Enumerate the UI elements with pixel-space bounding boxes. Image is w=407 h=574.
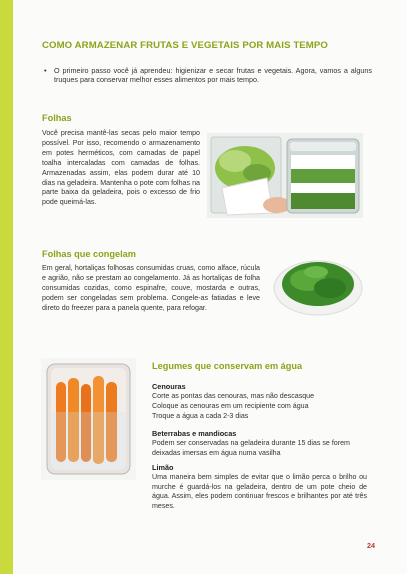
section-body-folhas: Você precisa mantê-las secas pelo maior tempo possível. Por isso, recomendo o armazenamento em potes herméticos, com camadas de papel toalha intercaladas com camadas de folhas. Armazenadas assim, elas podem durar até 10 dias na geladeira. Mantenha o pote com folhas na parte baixa da geladeira, pois o excesso de frio pode queimá-las. xyxy=(42,129,200,207)
item-title-beterrabas: Beterrabas e mandiocas xyxy=(152,429,237,438)
photo-lettuce-paper-towel xyxy=(207,133,363,218)
item-line: Podem ser conservadas na geladeira durante 15 dias se forem deixadas imersas em água numa vasilha xyxy=(152,439,350,457)
page-title: COMO ARMAZENAR FRUTAS E VEGETAIS POR MAIS TEMPO xyxy=(42,40,328,51)
bullet-icon: • xyxy=(44,66,47,75)
item-line: Troque a água a cada 2-3 dias xyxy=(152,412,249,420)
photo-carrots-in-water xyxy=(41,358,136,480)
section-heading-agua: Legumes que conservam em água xyxy=(152,361,303,371)
item-title-limao: Limão xyxy=(152,463,174,472)
page-number: 24 xyxy=(367,541,375,550)
photo-arugula-plate xyxy=(270,250,366,318)
intro-paragraph: O primeiro passo você já aprendeu: higienizar e secar frutas e vegetais. Agora, vamos a alguns truques para conservar melhor esses alimentos por mais tempo. xyxy=(54,66,372,84)
left-accent-bar xyxy=(0,0,13,574)
item-line: Corte as pontas das cenouras, mas não descasque xyxy=(152,392,315,400)
section-heading-congelam: Folhas que congelam xyxy=(42,249,136,259)
item-line: Uma maneira bem simples de evitar que o limão perca o brilho ou murche é guardá-los na geladeira, dentro de um pote cheio de água. Assim, eles podem continuar frescos e brilhantes por até três meses. xyxy=(152,473,367,510)
item-title-cenouras: Cenouras xyxy=(152,382,186,391)
section-heading-folhas: Folhas xyxy=(42,113,72,123)
item-line: Coloque as cenouras em um recipiente com água xyxy=(152,402,309,410)
section-body-congelam: Em geral, hortaliças folhosas consumidas cruas, como alface, rúcula e agrião, não se prestam ao congelamento. Já as hortaliças de folha consumidas cozidas, como espinafre, couve, mostarda e outras, podem ser congeladas sem problema. Congele-as fatiadas e leve direto do freezer para a panela quente, para refogar. xyxy=(42,264,260,312)
